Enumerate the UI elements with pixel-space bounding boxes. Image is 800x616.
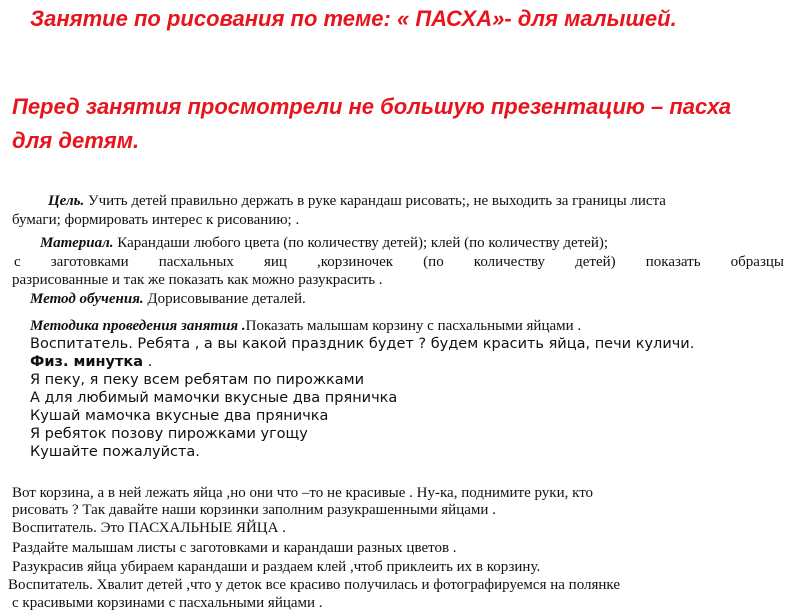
basket-line-2: рисовать ? Так давайте наши корзинки заполним разукрашенными яйцами . (12, 502, 496, 518)
goal-text-1: Учить детей правильно держать в руке карандаш рисовать;, не выходить за границы листа (84, 193, 666, 209)
goal-line-2: бумаги; формировать интерес к рисованию; . (12, 212, 300, 228)
goal-label: Цель. (48, 193, 85, 209)
poem-line-1: Я пеку, я пеку всем ребятам по пирожками (30, 372, 364, 388)
material-line-3: разрисованные и так же показать как можно разукрасить . (12, 272, 383, 288)
praise-line-1: Воспитатель. Хвалит детей ,что у деток все красиво получилась и фотографируемся на полянке (8, 577, 620, 593)
methodology-line (30, 317, 581, 335)
subtitle-line-2: для детям. (12, 128, 140, 153)
fizminutka-label: Физ. минутка (30, 354, 144, 370)
glue-line: Разукрасив яйца убираем карандаши и раздаем клей ,чтоб приклеить их в корзину. (12, 559, 541, 575)
method-line (30, 290, 306, 308)
methodology-label: Методика проведения занятия . (30, 318, 246, 334)
educator-eggs-line: Воспитатель. Это ПАСХАЛЬНЫЕ ЯЙЦА . (12, 520, 286, 536)
subtitle-line-1: Перед занятия просмотрели не большую презентацию – пасха (12, 94, 732, 119)
material-line-2: с заготовками пасхальных яиц ,корзиночек (по количеству детей) показать образцы (14, 254, 784, 270)
educator-line-1: Воспитатель. Ребята , а вы какой праздник будет ? будем красить яйца, печи куличи. (30, 336, 695, 352)
fizminutka-line (30, 354, 152, 370)
material-line-1 (40, 234, 608, 252)
distribute-line: Раздайте малышам листы с заготовками и карандаши разных цветов . (12, 540, 457, 556)
basket-line-1: Вот корзина, а в ней лежать яйца ,но они что –то не красивые . Ну-ка, поднимите руки, кто (12, 485, 594, 501)
material-text-1: Карандаши любого цвета (по количеству детей); клей (по количеству детей); (113, 235, 609, 251)
poem-line-3: Кушай мамочка вкусные два пряничка (30, 408, 329, 424)
goal-line-1 (48, 192, 666, 210)
methodology-text: Показать малышам корзину с пасхальными яйцами . (245, 318, 582, 334)
fizminutka-dot: . (143, 354, 153, 370)
method-text: Дорисовывание деталей. (143, 291, 306, 307)
poem-line-4: Я ребяток позову пирожками угощу (30, 426, 308, 442)
method-label: Метод обучения. (30, 291, 144, 307)
material-label: Материал. (40, 235, 114, 251)
praise-line-2: с красивыми корзинами с пасхальными яйцами . (12, 595, 323, 611)
page-title: Занятие по рисования по теме: « ПАСХА»- для малышей. (30, 6, 677, 31)
poem-line-2: А для любимый мамочки вкусные два пряничка (30, 390, 398, 406)
poem-line-5: Кушайте пожалуйста. (30, 444, 200, 460)
